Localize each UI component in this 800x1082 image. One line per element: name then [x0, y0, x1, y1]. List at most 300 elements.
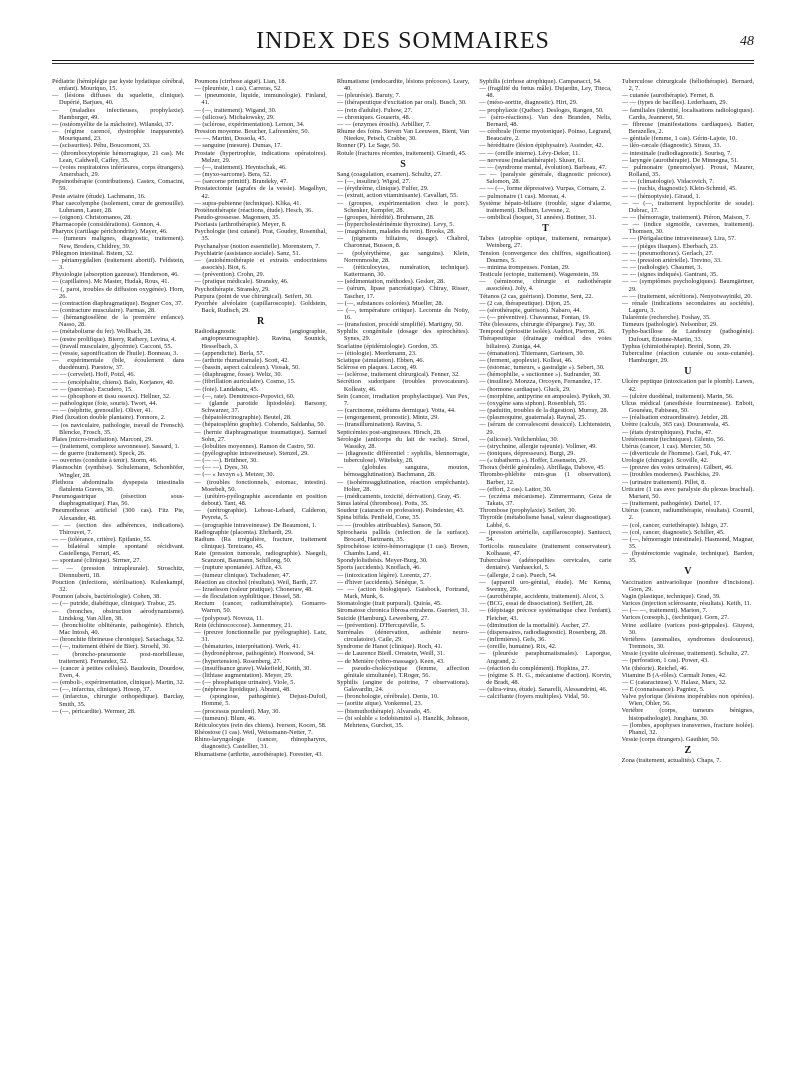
index-entry: — (effort, 2 cas). Lattor, 30.	[479, 485, 552, 493]
index-entry: — (emboli-, expérimentation, clinique). Martin, 32.	[52, 679, 185, 687]
index-entry: Thrombo-phlébite min-gras (1 observation). Barber, 12.	[479, 471, 612, 486]
index-entry: — familiales (identité, localisations radiologiques). Cardis, Jeanneret, 50.	[621, 106, 754, 121]
index-entry: — (preuve fonctionnelle par pyélographie). Latz, 31.	[194, 628, 327, 644]
index-entry: — ouvertes (conduite à tenir). Storm, 46.	[52, 457, 158, 465]
index-entry: — (tumeurs). Blum, 46.	[194, 714, 256, 722]
index-entry: Vessie (cystite ulcéreuse, traitement). Schultz, 27.	[621, 650, 749, 658]
index-entry: — — (types de bacilles). Lederhaam, 29.	[621, 99, 728, 107]
index-entry: Urologie (chirurgie). Scoville, 42.	[621, 457, 709, 465]
index-entry: Ronner (P). Le Sage, 50.	[336, 142, 401, 150]
index-entry: Utérus (cancer, 1 cas). Mercier, 50.	[621, 442, 712, 450]
index-entry: — (travail musculaire, glycémie). Cacconi, 55.	[52, 342, 173, 350]
index-entry: Rein (échinococcose). Jannenmey, 21.	[194, 621, 293, 629]
index-entry: — (pneumonie, liquide, immunologie). Finland, 41.	[194, 92, 327, 107]
index-entry: — (bassin, aspect calculeux). Viosak, 50.	[194, 364, 300, 372]
index-entry: — (—, traitement). Wigand, 30.	[194, 106, 277, 114]
index-entry: — nerveuse (malariathérapie). Sluser, 61.	[479, 156, 586, 164]
index-entry: — (pigments biliaires, dosage). Chabrol, Charonnat, Busson, 8.	[336, 235, 470, 250]
index-entry: — (processus purulent). May, 30.	[194, 707, 281, 715]
index-entry: Varices (cœsoph.)., (technique). Gorn, 27.	[621, 614, 729, 622]
index-entry: — — (syndrome mental, évolution). Barbeau, 47.	[479, 163, 607, 171]
index-entry: — (—, rate). Demitresco-Popovici, 60.	[194, 392, 295, 400]
index-column-1	[52, 78, 184, 1070]
index-entry: — (« tubatherm »). Hoffer, Losensein, 29.	[479, 457, 588, 465]
index-entry: — (pratique médicale). Stransky, 46.	[194, 278, 289, 286]
index-entry: Réaction au citochol (résultats). Weil, Barth, 27.	[194, 578, 318, 586]
index-entry: Sang (coagulation, examen). Schultz, 27.	[336, 170, 442, 178]
index-entry: — — (symptômes psychologiques). Baumgärtner, 29.	[621, 278, 754, 293]
index-entry: Pepsinothérapie (contributions). Castex, Comacini, 59.	[52, 178, 185, 193]
index-entry: Urètre (calculs, 365 cas). Douranwala, 45.	[621, 421, 730, 429]
index-entry: — (troubles modernes). Paschkiss, 29.	[621, 471, 721, 479]
index-entry: — —. Martini, Dossola, 45.	[194, 135, 267, 143]
index-entry: — (régime S. H. G., mécanisme d'action). Korvin, de Bradt, 48.	[479, 671, 612, 686]
index-entry: — — (cervelet). Hoff, Potzl, 46.	[52, 371, 136, 379]
index-entry: — laryngée (aurothérapie). De Minnegna, 51.	[621, 156, 739, 164]
index-entry: Spirochaeta pallida (infection de la surface). Brocard, Hartmann, 35.	[336, 528, 470, 543]
index-entry: Varices (injection sclérosante, résultats). Keith, 11.	[621, 600, 752, 608]
index-entry: Vagin (plastique, technique). Grad, 39.	[621, 592, 721, 600]
index-entry: — (perforation, 1 cas). Power, 43.	[621, 657, 709, 665]
index-entry: — d'hiver (accidents). Sénèque, 5.	[336, 578, 425, 586]
index-entry: — (hormone cardiaque). Gluck, 29.	[479, 385, 571, 393]
index-entry: Radiographie (placenta). Ehrhardt, 29.	[194, 528, 293, 536]
index-entry: — — (—, forme dépressive). Vurpas, Cornam, 2.	[479, 185, 606, 193]
index-entry: — (autohémothérapie et extraits endocriniens associés). Biot, 6.	[194, 256, 327, 272]
index-entry: — bilatéral simple spontané récidivant. Castellenga, Ferrari, 45.	[52, 543, 185, 558]
index-entry: Syphilis (cirrhose atrophique). Campanacci, 54.	[479, 78, 602, 85]
index-entry: — (hépatolécrinographie). Beutel, 28.	[194, 414, 292, 422]
index-entry: — (séro-réactions). Van den Branden, Nelis, Bernard, 48.	[479, 113, 612, 128]
index-entry: — — (néphrite, grenouille). Oliver, 41.	[52, 407, 153, 415]
index-entry: — (sérum de convalescent dessiccé). Lichtenstein, 29.	[479, 421, 612, 436]
index-entry: — (diminution de la mortalité). Ascher, 27.	[479, 621, 590, 629]
index-entry: — (tumeur clinique). Tschudener, 47.	[194, 571, 291, 579]
index-entry: — (—, traitement). Heyntschak, 46.	[194, 163, 287, 171]
index-entry: — (séminome, chirurgie et radiothérapie associées). Joly, 4.	[479, 278, 612, 293]
index-entry: — (pyélographie intraveineuse). Stenzel, 29.	[194, 449, 309, 457]
index-entry: — (extrait, action vitaminisante). Cavallari, 55.	[336, 192, 459, 200]
index-entry: — — (tolérance, critère). Epifanio, 55.	[52, 536, 152, 543]
index-entry: — (hémangiosélène de la première enfance). Nasso, 28.	[52, 314, 185, 329]
index-entry: — pseudo-cholécystique (femme, affection génitale simultanée). T.Roger, 56.	[336, 664, 470, 679]
index-entry: — (— « Iuvzyn »). Metzer, 30.	[194, 471, 275, 479]
index-entry: — (polyérythème, gaz sanguins). Klein, Norrenmoshe, 28.	[336, 249, 470, 264]
index-entry: — — (hémorragie, traitement). Piéron, Maison, 7.	[621, 213, 751, 221]
index-entry: — de Laurence Biedl. Ornstein, Weill, 31.	[336, 650, 445, 658]
index-entry: — (os naviculaire, pathologie, travail de Frensch). Blencke, Frosch, 35.	[52, 421, 185, 436]
index-entry: — (transfusion, procédé simplifié). Martigny, 50.	[336, 321, 463, 329]
section-letter: U	[684, 366, 692, 378]
index-entry: — de guerre (traitement). Speck, 26.	[52, 450, 146, 458]
index-entry: — périamygdalien (traitement abortif). Feldstein, 3.	[52, 256, 185, 272]
index-entry: — (aortite aïque). Vonkennel, 23.	[336, 700, 423, 708]
index-entry: — rénale (indications secondaires au sociétés). Laguru, 3.	[621, 299, 754, 314]
index-entry: Physiologie (absorption gazeuse). Henderson, 46.	[52, 271, 179, 279]
index-entry: — — (phosphore et tissu osseux). Hellner, 32.	[52, 392, 171, 400]
index-entry: — — (indice sigmoïde, cavernes, traitement). Thomsen, 30.	[621, 221, 754, 236]
index-entry: — — (action biologique). Gaisbock, Fortrand, Mark, Munk, 6.	[336, 585, 470, 601]
index-entry: — (fibrillation auriculaire). Cosmo, 15.	[194, 378, 296, 386]
index-entry: — (— —). Brüthner, 30.	[194, 457, 258, 465]
index-entry: — (bronches, obstruction aérodynamisme). Lindskog, Van Allen, 38.	[52, 607, 185, 622]
index-entry: Ulcère peptique (intoxication par le plomb). Lawes, 42.	[621, 378, 754, 393]
index-entry: — (plasmoquine, guatemala). Raynal, 25.	[479, 414, 587, 422]
index-entry: — (réalisation extraordinaire). Jetzler, 28.	[621, 414, 729, 422]
index-entry: — (réaction du complément). Hopkins, 27.	[479, 664, 590, 672]
index-entry: — (bi soluble « iodobismitol »). Hanzlik, Johnson, Mehrtens, Gurchot, 35.	[336, 714, 470, 729]
section-letter: Z	[684, 745, 692, 757]
index-entry: — (— préventive). Chavannaz, Fontan, 19.	[479, 314, 591, 321]
index-entry: — (polypose). Novoza, 11.	[194, 614, 264, 622]
index-entry: — (oreille, humaine). Rix, 42.	[479, 643, 557, 651]
index-entry: Tuberculose chirurgicale (héliothérapie). Bernard, 2, 7.	[621, 78, 754, 93]
index-entry: — (toniques, dépresseurs). Burgi, 29.	[479, 449, 575, 457]
index-entry: — (oxygène sans siphon). Rosenbluh, 55.	[479, 399, 587, 407]
index-entry: — (ultra-virus, étude). Sanarelli, Alessandrini, 46.	[479, 686, 608, 694]
index-entry: — — (enzymes érosifs). Arbillier, 7.	[336, 120, 431, 128]
index-entry: — (bronchite fibrineuse chronique). Saxachaga, 52.	[52, 636, 185, 644]
index-entry: — (— —). Dyes, 30.	[194, 464, 249, 472]
index-entry: Tuberculose (adénopathies cervicales, carie dentaire). Vanhaeckel, 5.	[479, 557, 612, 572]
section-letter: S	[400, 158, 406, 170]
index-entry: Peste aviaire (étude). Lachmann, 16.	[52, 192, 146, 200]
index-entry: — (traitement, pathogénie). Dariel, 17.	[621, 500, 722, 508]
index-entry: — (dispensaires, radiodiagnostic). Rosenberg, 28.	[479, 628, 607, 636]
section-letter: R	[256, 316, 265, 328]
index-entry: Poumons (cirrhose aiguë). Lian, 18.	[194, 78, 287, 85]
index-entry: Rhumatisme (endocardite, lésions précoces). Leary, 40.	[336, 78, 470, 93]
index-entry: Sports (accidents). Knoflach, 46.	[336, 564, 421, 572]
index-entry: — (— phosphatique urinaire). Viole, 5.	[194, 678, 296, 686]
index-entry: Tularémie (recherche). Foshay, 35.	[621, 314, 711, 322]
index-entry: Stromatose chronica fibrosa retrahens. Guerieri, 31.	[336, 607, 470, 615]
index-entry: Sciatique (simulation). Ebben, 46.	[336, 356, 425, 364]
index-entry: — fibreuse (manifestations cardiaques). Batier, Berazelles, 2.	[621, 120, 754, 136]
index-entry: — (aurothérapie, accidents, traitement). Alcot, 3.	[479, 593, 605, 601]
index-entry: Torticolis musculaire (traitement conservateur). Kolhaase, 47.	[479, 543, 612, 558]
index-entry: Valve pylorique (lésions inopérables non opérées). Wien, Ohler, 56.	[621, 693, 754, 708]
index-entry: Pyorrhée alvéolaire (capillaroscopie). Goldstein, Back, Rudisch, 29.	[194, 299, 327, 314]
index-entry: Utérus (cancer, radiumthérapie, résultats). Cournil, 2.	[621, 507, 754, 522]
index-entry: Vertèbres (anomalies, syndromes douloureux). Tremnoix, 30.	[621, 635, 754, 651]
index-entry: Vertèbre (corps, tumeurs bénignes, histopathologie). Junghans, 30.	[621, 707, 754, 722]
index-entry: — (œstre prolifique). Bierry, Rathery, Levina, 4.	[52, 335, 176, 343]
index-entry: — (lobulites moyennes). Ramon de Castro, 50.	[194, 442, 315, 450]
index-entry: — pulmonaire (pneumolyse). Proust, Maurer, Rolland, 35.	[621, 163, 754, 179]
index-entry: Psychiatrie (assistance sociale). Sanz, 51.	[194, 249, 301, 257]
index-entry: — (col, cancer, curiethérapie). Ishigo, 27.	[621, 521, 729, 529]
index-entry: — (bismuthothérapie). Alvarado, 45.	[336, 707, 432, 715]
index-entry: — (appendicite). Berla, 57.	[194, 349, 265, 357]
index-entry: — — (hémoptysie). Giraud, 1.	[621, 192, 701, 200]
index-entry: — — (pression intrapleurale). Stroschitz, Diennuberti, 18.	[52, 564, 185, 579]
index-entry: Tétanos (2 cas, guérison). Domme, Sent, 22.	[479, 292, 593, 300]
index-entry: — (rein d'adulte). Fuhow, 27.	[336, 106, 413, 114]
index-entry: — (dépistage précoce systématique chez l'enfant). Fleicher, 43.	[479, 607, 612, 622]
index-entry: — (— —, traitement). Marion, 7.	[621, 607, 708, 615]
index-entry: — (prévention). D'Hercquiville, 5.	[336, 621, 426, 629]
index-entry: Pédiatrie (hémiplégie par kyste hydatique cérébral, enfant). Mouriquo, 15.	[52, 78, 185, 93]
index-entry: — (— putride, diabétique, clinique). Trabuc, 25.	[52, 600, 177, 608]
index-entry: — (états dystrophiques). Fuchs, 47.	[621, 428, 713, 436]
index-entry: Pseudo-grossesse. Magonsen, 35.	[194, 213, 281, 221]
index-entry: Prostatectomie (agrafes de la vessie). Magalhyn, 42.	[194, 185, 327, 200]
index-entry: — calcifiante (foyers multiples). Vidal, 50.	[479, 693, 590, 701]
index-entry: — (magnésium, malades du rein). Brooks, 28.	[336, 228, 456, 236]
index-entry: — — (signes indiqués). Gantrani, 35.	[621, 271, 718, 279]
index-entry: Sein (cancer, irradiation prophylactique). Van Pex, 7.	[336, 392, 470, 407]
index-entry: — (pleurésie paraphumatismales). Laporgue, Angrand, 2.	[479, 650, 612, 665]
index-entry: — génitale (femme, 1 cas). Gérin-Lajoie, 10.	[621, 135, 737, 143]
index-entry: Syphilis congénitale (dosage des spirochètes). Synes, 29.	[336, 328, 470, 343]
index-entry: — (foie). Landabaru, 45.	[194, 385, 259, 393]
index-entry: — — (encéphalite, chiens). Balo, Korjanov, 40.	[52, 378, 175, 386]
index-entry: — (broncho-pneumonie post-morbilleuse, traitement). Fernandez, 52.	[52, 650, 185, 665]
index-entry: Psychologie (test cutané). Prat, Goudey, Rosenthal, 35.	[194, 228, 327, 243]
index-entry: — héréditaire (lésion épiphysaire). Assinder, 42.	[479, 142, 604, 150]
index-entry: — cutanée (aurothérapie). Fernet, 8.	[621, 92, 715, 100]
index-entry: — (sarcome primitif). Brandeky, 47.	[194, 178, 288, 186]
index-entry: Sinus latéral (thrombose). Potts, 35.	[336, 500, 429, 508]
index-entry: — (—, péricardite). Wermer, 28.	[52, 707, 136, 715]
index-entry: — (—, température critique). Lecomte du Noüy, 16.	[336, 306, 470, 321]
index-entry: Thrombose (prophylaxie). Seifert, 30.	[479, 507, 577, 515]
index-entry: — (urinaire traitement). Pillet, 8.	[621, 478, 706, 486]
index-entry: — (—, traitement éthéré de Bier). Stroehl, 30.	[52, 643, 171, 651]
index-entry: Psoriasis (arthrothérapie). Meyer, 8.	[194, 221, 287, 229]
index-entry: — (oignon). Christomanos, 28.	[52, 213, 132, 221]
index-entry: Protéinothérapie (réactions, étude). Hesch, 36.	[194, 206, 313, 214]
index-entry: Zona (traitement, actualités). Chaps, 7.	[621, 757, 722, 765]
index-entry: Temporal (périostite isolée). Audriot, Pierron, 26.	[479, 328, 606, 336]
index-entry: — (diaphragme, fosse). Weltz, 30.	[194, 371, 283, 379]
index-entry: — (pleurésie, 1 cas). Carreras, 52.	[194, 85, 282, 93]
index-entry: — (silicose). Michalowsky, 29.	[194, 113, 275, 121]
index-entry: Pression moyenne. Boucher, Lafresnière, 50.	[194, 128, 310, 136]
index-entry: — — (Périgalactine intraveineuse). Lira, 57.	[621, 235, 736, 243]
index-entry: — sanguine (mesure). Dumas, 17.	[194, 142, 282, 150]
index-entry: — expérimentale (bile, écoulement dans duodénum). Puestow, 37.	[52, 357, 185, 372]
index-entry: Rhino-laryngologie (cancer, rhinopharynx, diagnostic). Castellier, 31.	[194, 736, 327, 751]
index-entry: — (méso-aortite, diagnostic). Hirt, 29.	[479, 99, 578, 107]
index-entry: — (pression artérielle, capillaroscopie). Santucci, 54.	[479, 528, 612, 543]
index-entry: — (—, infarctus, clinique). Hosop, 37.	[52, 686, 152, 694]
index-entry: Psychothérapie. Stransky, 29.	[194, 285, 270, 293]
index-entry: Rhumatisme (arthrite, aurothérapie). Forestier, 43.	[194, 750, 323, 758]
index-entry: Réticulocytes (rein des chiens). Iverson, Kocen, 58.	[194, 721, 327, 729]
index-entry: — (érythrème, clinique). Fulfer, 29.	[336, 185, 429, 193]
index-entry: Ulcus médical (anesthésie fourmineuse). Enboit, Gounéau, Fabiseau, 50.	[621, 399, 754, 415]
index-entry: Pharynx (cartilage périchondrite). Mayer, 46.	[52, 228, 168, 236]
index-entry: — (hépatospléno graphie). Cohendo, Saldanha, 50.	[194, 421, 326, 429]
index-entry: Pneumogastrique (résection sous-diaphragmatique). Fias, 56.	[52, 493, 185, 508]
index-entry: Urétérostomie (techniques). Gilento, 56.	[621, 435, 725, 443]
index-entry: — minima trompeuses. Fontan, 29.	[479, 263, 570, 271]
index-entry: Psychanalyse (notion essentielle). Morenstern, 7.	[194, 242, 320, 250]
index-entry: — (capillaires). Mc Master, Hudak, Rous, 41.	[52, 278, 170, 286]
index-entry: — (thérapeutique d'excitation par oral). Busch, 30.	[336, 99, 467, 107]
index-entry: — (cancer à petites cellules). Baudouin, Dourdow, Even, 4.	[52, 664, 185, 679]
index-entry: — (voies respiratoires inférieures, corps étrangers). Amersbach, 29.	[52, 163, 185, 179]
index-entry: — de Menière (vibro-massage). Keen, 43.	[336, 657, 445, 665]
index-entry: — (—, substances colorées). Mueller, 28.	[336, 299, 444, 307]
index-entry: — (sclérose, traitement chirurgical). Fenner, 32.	[336, 371, 460, 379]
index-entry: — (réticulocytes, numération, technique). Kattermann, 30.	[336, 263, 470, 279]
page-header	[52, 26, 754, 61]
index-entry: — supra-pubienne (technique). Klika, 41.	[194, 199, 302, 207]
index-entry: — (glande parotide lipiodolée). Barsony, Schwarzer, 37.	[194, 399, 327, 415]
index-entry: Typho-bacillose de Landouzy (pathogénie). Dufourt, Étienne-Martin, 33.	[621, 328, 754, 343]
index-entry: Pneumothorax artificiel (300 cas). Fitz Pie, Alexander, 48.	[52, 507, 185, 522]
index-column-4	[479, 78, 611, 1070]
index-entry: — (insuffisance grave). Wakefield, Keith, 30.	[194, 664, 311, 672]
index-entry: — (ostéomyélite de la mâchoire). Wilanski, 37.	[52, 120, 174, 128]
index-entry: — — (section des adhérences, indications). Thirouvet, 7.	[52, 521, 185, 536]
page-title: INDEX DES SOMMAIRES	[256, 28, 550, 54]
index-entry: — (émanation). Thiemann, Gartesen, 30.	[479, 349, 585, 357]
index-entry: — (étiologie). Meerkmann, 23.	[336, 349, 417, 357]
index-entry: — (tumeurs malignes, diagnostic, traitement). New, Broders, Childrey, 39.	[52, 235, 185, 250]
index-entry: Plethora abdominalis dyspepsia intestinalis flatulenta Graves, 30.	[52, 478, 185, 493]
index-entry: Sérologie (anticorps du lait de vache). Stroel, Wassiky, 28.	[336, 435, 470, 450]
index-entry: — (prévention). Crohn, 29.	[194, 271, 265, 279]
index-entry: Phar caecolymphe (isolement, cœur de grenouille). Luhmann, Lauer, 28.	[52, 199, 185, 214]
index-entry: Sclérose en plaques. Lecoq, 49.	[336, 364, 418, 372]
index-entry: — — (pièges iliaques). Eberbach, 23.	[621, 242, 719, 250]
index-entry: — — (paralysie générale, diagnostic précoce). Salomon, 28.	[479, 171, 612, 186]
index-entry: — (métabolisme du fer). Wollbach, 28.	[52, 328, 153, 336]
index-entry: — — (traitement, sécrétions). Nenyotwayiniki, 20.	[621, 292, 753, 300]
index-entry: Radium (Ra irrégulière, fracture, traitement clinique). Tereizano, 45.	[194, 535, 327, 550]
index-entry: — pulmonaire (1 cas). Moreau, 4.	[479, 192, 567, 200]
index-entry: — — (pancréas). Escudero, 15.	[52, 385, 133, 393]
index-entry: — (insuline). Monzza, Orcoyen, Fernandez, 17.	[479, 378, 602, 386]
index-entry: — (isohémoagglutination, réaction empêchante). Holter, 28.	[336, 478, 470, 493]
index-entry: — (ferment, apoplexie). Kolleat, 46.	[479, 356, 573, 364]
index-entry: — ombilical (hoquet, 31 années). Buttner, 31.	[479, 213, 597, 221]
index-entry: — cérébrale (forme myotonique). Poinso, Legrand, Beaucaire, 2.	[479, 128, 612, 143]
index-entry: Système hépato-biliaire (trouble, signe d'alarme, traitement). Delhum, Levesne, 2.	[479, 199, 612, 214]
index-entry: — — (troubles attribuables). Sanson, 50.	[336, 521, 442, 529]
index-entry: — de floculation syphilitique. Hessel, 58.	[194, 593, 301, 601]
index-entry: Vitamine B (A-rôles). Carmalt Jones, 42.	[621, 671, 727, 679]
index-entry: Syphilis (angine de poitrine, 7 observations). Galavardin, 24.	[336, 678, 470, 694]
index-entry: — (allergie, 2 cas). Puech, 54.	[479, 571, 557, 579]
index-entry: — (bronchiolite oblitérante, pathogénie). Ehrich, Mac Intosh, 40.	[52, 621, 185, 637]
index-entry: — (hémophilie, « suctionnee »). Sudrander, 30.	[479, 371, 601, 379]
index-entry: — (infarctus, chirurgie orthopédique). Barclay, Smith, 35.	[52, 693, 185, 708]
index-entry: — (myxo-sarcome). Bera, 52.	[194, 171, 272, 179]
index-entry: — (col, cancer, diagnostic). Schiller, 45.	[621, 528, 725, 536]
index-entry: Spirochétose ictéro-hémorragique (1 cas). Brown, Chambs Land, 41.	[336, 543, 470, 558]
index-entry: — (appareil uro-génital, étude). Mc Kenna, Swenny, 29.	[479, 578, 612, 593]
index-entry: Spina bifida. Penfield, Cone, 35.	[336, 514, 421, 522]
page-number: 48	[740, 34, 754, 49]
index-entry: — (traitement, complexe savonnesse). Sassard, 1.	[52, 442, 180, 450]
header-rule	[52, 63, 754, 64]
index-entry: Suicide (Hamburg). Lewenberg, 27.	[336, 614, 429, 622]
index-entry: — (rupture spontanée). Afftze, 43.	[194, 564, 283, 572]
index-entry: — — (climatologie). Vidacovich, 7.	[621, 178, 714, 186]
index-column-2	[194, 78, 326, 1070]
index-entry: — (hernie diaphragmatique traumatique). Samuel Sohn, 27.	[194, 428, 327, 443]
index-entry: — (vessie, saponification de l'huile). Bonneau, 3.	[52, 349, 179, 357]
index-entry: Phlegmon intestinal. Bstem, 32.	[52, 249, 134, 257]
index-entry: — (strychnine, allergie rajeunie). Vollmer, 49.	[479, 442, 597, 450]
index-entry: — (urographie intraveineuse). De Beaumont, 1.	[194, 521, 317, 529]
index-entry: — (transillumination). Ravina, 5.	[336, 421, 423, 429]
index-entry: — (sérum, lipase pancréatique). Chiray, Risser, Tascher, 17.	[336, 285, 470, 300]
index-entry: — chroniques. Gouaerts, 48.	[336, 113, 411, 121]
index-entry: — (globules sanguins, mouton, hémoagglutination). Bachmann, 28.	[336, 464, 470, 479]
index-entry: Tumeurs (pathologie). Nelsonbur, 29.	[621, 321, 718, 329]
index-entry: — (diagnostic différentiel : syphilis, blennorragie, tuberculose). Witebsky, 28.	[336, 449, 470, 465]
index-entry: — (sédimentation, méthodes). Gesker, 28.	[336, 278, 445, 286]
index-entry: — (troubles fonctionnels, estomac, intestin). Moerbelt, 50.	[194, 478, 327, 493]
index-entry: — intestinale (radiodiagnostic). Sourisq, 7.	[621, 149, 732, 157]
index-entry: — (groupes, expérimentation chez le porc). Schenker, Kempfer, 28.	[336, 199, 470, 214]
index-entry: Pharmacopée (considérations). Gonnon, 4.	[52, 221, 161, 229]
index-entry: — E (connaissance). Pagniez, 5.	[621, 685, 705, 693]
index-entry: Scarlatine (épidémiologie). Gordon, 35.	[336, 342, 439, 350]
index-entry: Testicule (ectopie, traitement). Wagenstein, 39.	[479, 271, 600, 279]
index-entry: Thyroïde (métabolisme basal, valeur diagnostique). Labbé, 6.	[479, 514, 612, 529]
index-entry: — (hypercholestérinémie thyroxine). Levy, 5.	[336, 220, 455, 228]
index-entry: Spondylolisthésis. Meyer-Burg, 30.	[336, 557, 428, 565]
index-entry: — (sclérose, expérimentation). Lemon, 34.	[194, 120, 305, 128]
index-entry: Typhus (chimiothérapie). Breinl, Sonn, 29.	[621, 342, 732, 350]
index-entry: — (BCG, essai de dissociation). Seiffert, 28.	[479, 600, 594, 608]
index-entry: — (régime carencé, dystrophie inapparente). Mouriquand, 23.	[52, 128, 185, 143]
index-entry: — (maladies infectieuses, prophylaxie). Hamburger, 49.	[52, 106, 185, 121]
index-entry: Plasmochin (synthèse). Schulemann, Schonhöfer, Wingler, 28.	[52, 464, 185, 479]
index-entry: — (infirmières). Gefs, 36.	[479, 636, 546, 644]
index-entry: — (silicose). Veilchenblau, 30.	[479, 435, 559, 443]
index-entry: Tête (blessures, chirurgie d'épargne). Fay, 30.	[479, 321, 596, 329]
index-entry: — (—, hémorragie intestinale). Hasmond, Magnar, 35.	[621, 535, 754, 550]
index-entry: — — (—, traitement hypochlorite de soude). Dubrac, 17.	[621, 199, 754, 214]
index-entry: — (intoxication légère). Lorentz, 27.	[336, 571, 432, 579]
index-entry: Poumon (abcès, bactériologie). Cohen, 38.	[52, 593, 161, 601]
index-entry: — (, paroi, troubles de diffusion oxygénée). Horn, 26.	[52, 285, 185, 300]
index-entry: Tension (convergence des chiffres, signification). Dournes, 5.	[479, 249, 612, 264]
index-entry: Rhéostose (1 cas). Weil, Weissmann-Netter, 7.	[194, 729, 313, 737]
index-entry: — C (cataracteuse). V. Halasz, Marx, 32.	[621, 678, 727, 686]
index-entry: — (ulcère duodénal, traitement). Marin, 56.	[621, 392, 734, 400]
index-entry: Prostate (hypertrophie, indications opératoires). Melzer, 29.	[194, 149, 327, 164]
index-entry: — (spongiose, pathogénie). Dejust-Dufoil, Hommé, 5.	[194, 693, 327, 708]
index-columns	[52, 78, 754, 1070]
index-entry: Thérapeutique (drainage médical des voies biliaires). Zuniga, 44.	[479, 335, 612, 350]
index-entry: — (lésions diffuses du squelette, clinique). Dupérié, Barjues, 40.	[52, 92, 185, 107]
index-entry: Stomatologie (trait purpural). Quirás, 45.	[336, 600, 442, 608]
index-entry: — (thrombocytopénie hémorragique, 21 cas). Mc Lean, Caldwell, Caffey, 35.	[52, 149, 185, 164]
index-entry: Rhume des foins. Steven Van Leeuwen, Bient, Van Nieekre, Petsch, Crabbe, 30.	[336, 128, 470, 143]
index-entry: Pied (luxation double plantaire). Fonnore, 2.	[52, 414, 166, 422]
index-entry: — — (radiologie). Chaumet, 3.	[621, 264, 703, 272]
index-entry: — (hématuries, interprétation). Werk, 41.	[194, 643, 301, 651]
index-entry: Vaccination antivariolique (nombre d'incisions). Gorn, 29.	[621, 578, 754, 593]
index-entry: Rectum (cancer, radiumthérapie). Gomarro-Warren, 50.	[194, 600, 327, 615]
index-entry: — (groupes, hérédité). Bruhmann, 28.	[336, 213, 435, 221]
index-entry: — (pleurésie). Baruty, 7.	[336, 92, 401, 100]
index-entry: Rotule (fractures récentes, traitement). Girardi, 45.	[336, 149, 467, 157]
index-entry: — (lombes, apophyses transverses, fracture isolée). Phanzl, 32.	[621, 721, 754, 736]
index-entry: — Izraelsson (valeur pratique). Choneraw, 48.	[194, 585, 313, 593]
index-entry: — pathologique (foie, souris). Twort, 44.	[52, 400, 158, 408]
index-entry: Plaies (micro-irradiation). Marconi, 29.	[52, 435, 153, 443]
